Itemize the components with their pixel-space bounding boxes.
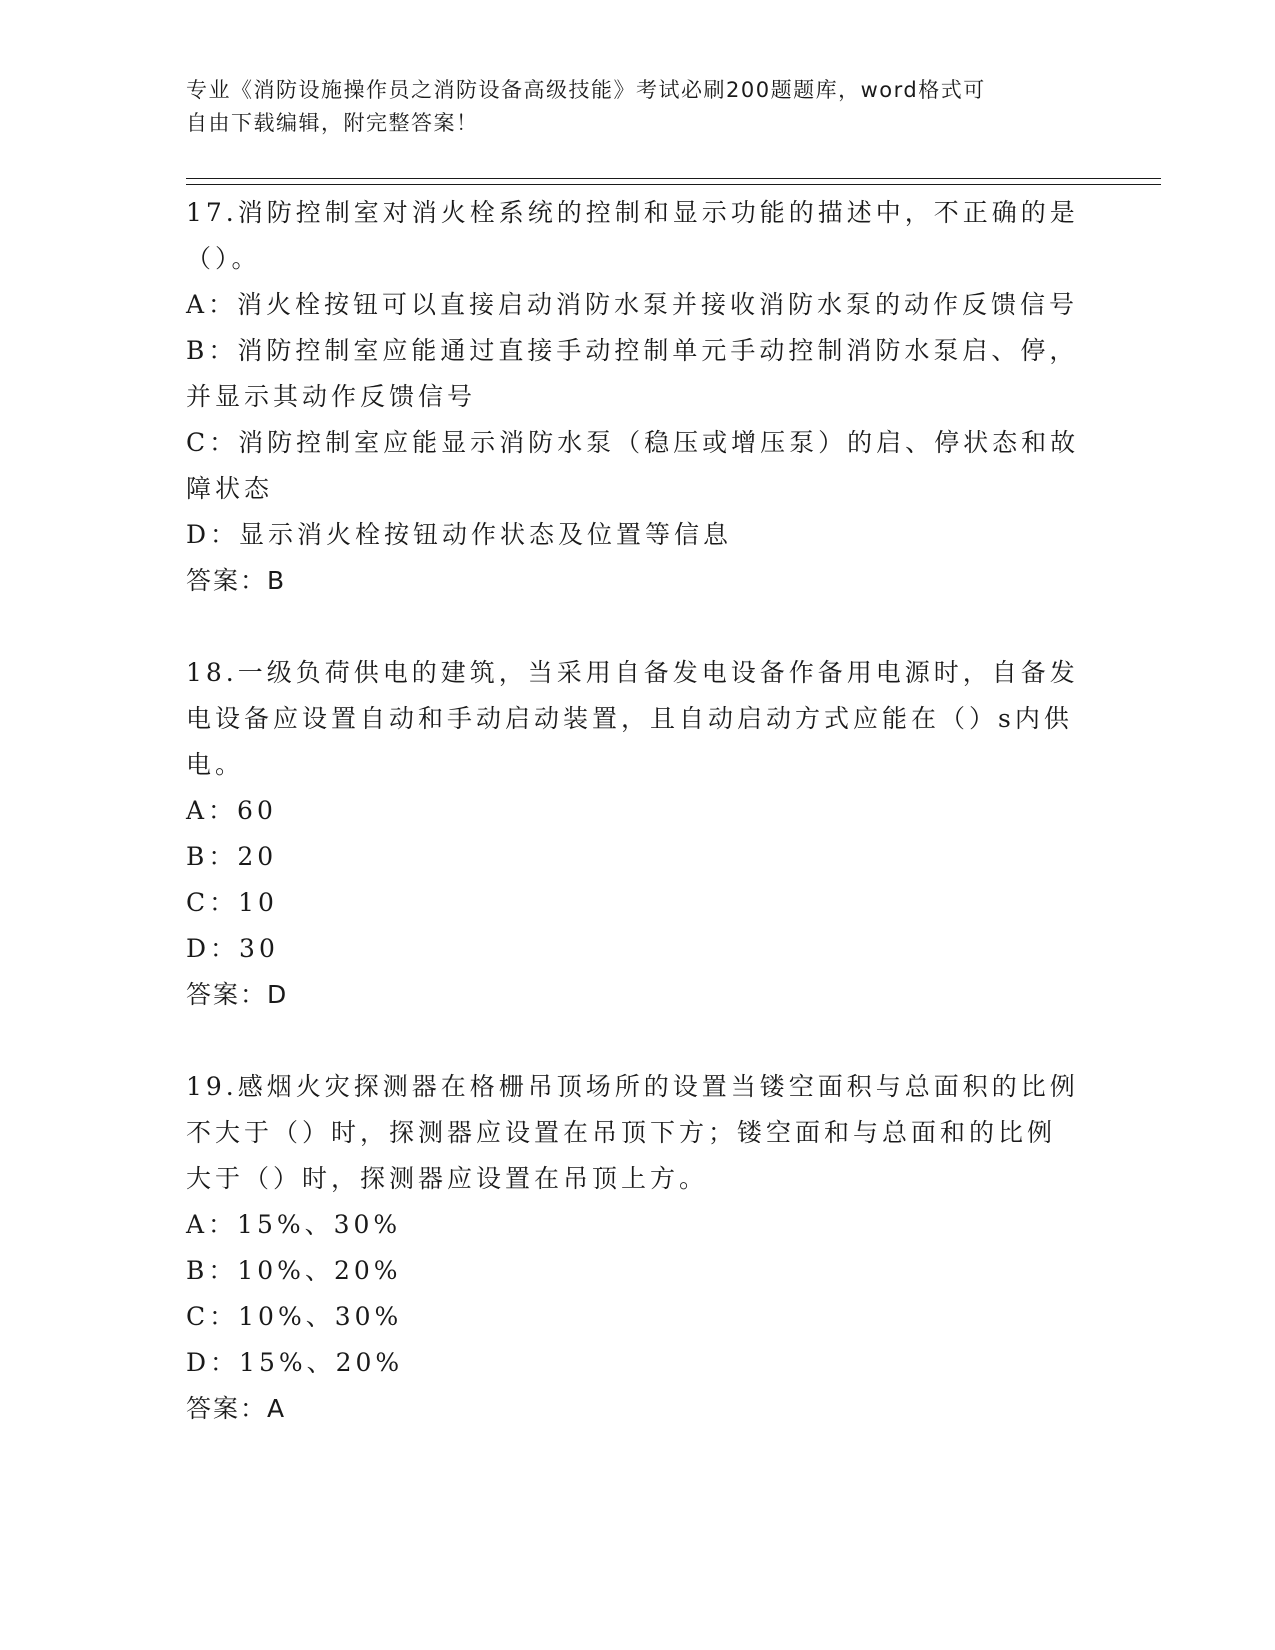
option-b <box>186 1248 1086 1294</box>
option-a <box>186 282 1086 328</box>
question-list <box>186 190 1086 1432</box>
stem-line: 电。 <box>186 750 245 779</box>
option-b <box>186 328 1086 420</box>
document-header <box>186 74 1066 140</box>
option-line: D：30 <box>186 934 279 963</box>
question-stem <box>186 190 1086 282</box>
option-line: B：消防控制室应能通过直接手动控制单元手动控制消防水泵启、停， <box>186 336 1079 365</box>
option-line: B：10%、20% <box>186 1256 402 1285</box>
option-line: A：15%、30% <box>186 1210 402 1239</box>
option-c <box>186 420 1086 512</box>
option-line: A：消火栓按钮可以直接启动消防水泵并接收消防水泵的动作反馈信号 <box>186 290 1079 319</box>
stem-line: （）。 <box>186 244 261 273</box>
stem-line: 电设备应设置自动和手动启动装置，且自动启动方式应能在（）s内供 <box>186 704 1073 733</box>
answer-label: 答案：A <box>186 1394 287 1423</box>
option-d <box>186 1340 1086 1386</box>
option-c <box>186 1294 1086 1340</box>
option-line: C：10%、30% <box>186 1302 403 1331</box>
stem-line: 17.消防控制室对消火栓系统的控制和显示功能的描述中，不正确的是 <box>186 198 1079 227</box>
question-stem <box>186 650 1086 788</box>
header-line-2: 自由下载编辑，附完整答案！ <box>186 111 479 135</box>
question-17 <box>186 190 1086 604</box>
option-line: C：消防控制室应能显示消防水泵（稳压或增压泵）的启、停状态和故 <box>186 428 1080 457</box>
option-line: D：显示消火栓按钮动作状态及位置等信息 <box>186 520 733 549</box>
option-line: C：10 <box>186 888 278 917</box>
option-line: B：20 <box>186 842 278 871</box>
stem-line: 不大于（）时，探测器应设置在吊顶下方；镂空面和与总面和的比例 <box>186 1118 1057 1147</box>
option-line: 障状态 <box>186 474 274 503</box>
header-divider-top <box>186 178 1161 179</box>
answer-label: 答案：B <box>186 566 287 595</box>
stem-line: 大于（）时，探测器应设置在吊顶上方。 <box>186 1164 709 1193</box>
question-spacer <box>186 1018 1086 1064</box>
question-19 <box>186 1064 1086 1432</box>
option-line: 并显示其动作反馈信号 <box>186 382 477 411</box>
option-b <box>186 834 1086 880</box>
option-line: A：60 <box>186 796 277 825</box>
option-line: D：15%、20% <box>186 1348 404 1377</box>
answer-label: 答案：D <box>186 980 289 1009</box>
option-c <box>186 880 1086 926</box>
stem-line: 18.一级负荷供电的建筑，当采用自备发电设备作备用电源时，自备发 <box>186 658 1079 687</box>
question-18 <box>186 650 1086 1018</box>
question-spacer <box>186 604 1086 650</box>
question-stem <box>186 1064 1086 1202</box>
option-d <box>186 512 1086 558</box>
option-a <box>186 788 1086 834</box>
option-d <box>186 926 1086 972</box>
stem-line: 19.感烟火灾探测器在格栅吊顶场所的设置当镂空面积与总面积的比例 <box>186 1072 1079 1101</box>
header-line-1: 专业《消防设施操作员之消防设备高级技能》考试必刷200题题库，word格式可 <box>186 78 986 102</box>
option-a <box>186 1202 1086 1248</box>
header-divider-bottom <box>186 184 1161 185</box>
